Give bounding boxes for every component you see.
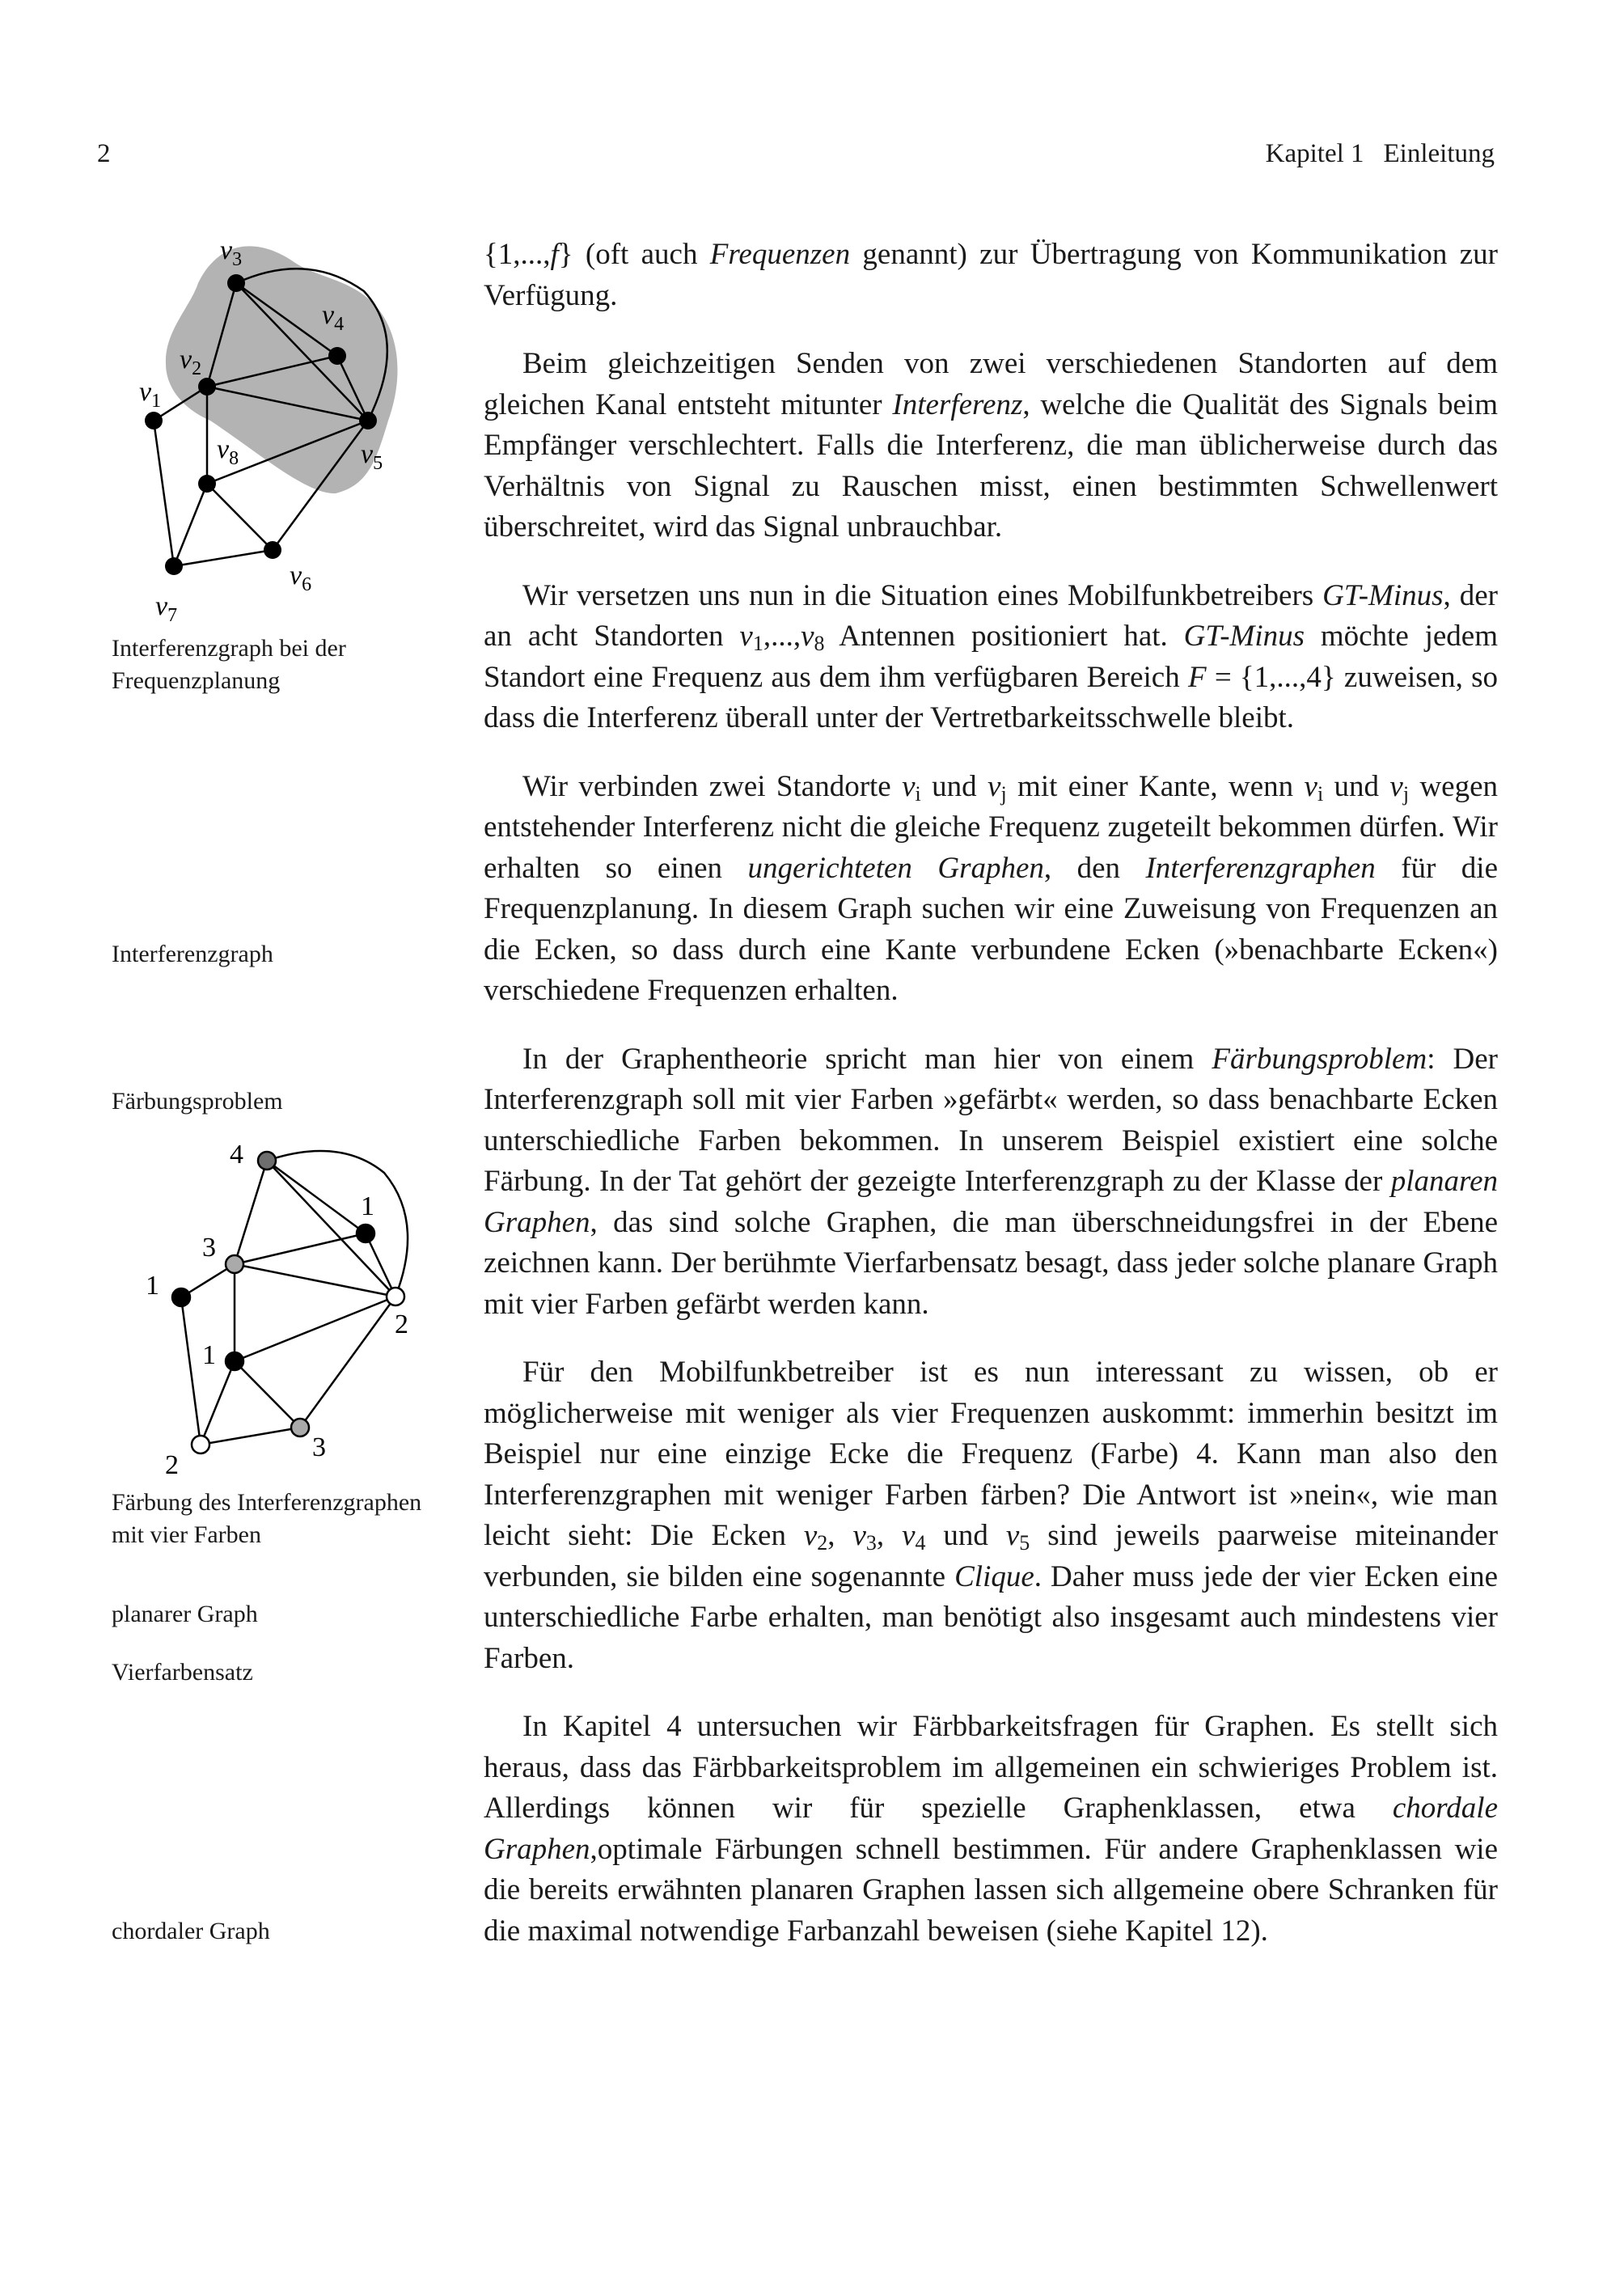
paragraph-5: In der Graphentheorie spricht man hier von einem Färbungsproblem: Der Interferenzgraph soll mit vier Farben »gefärbt« werden, so dass benachbarte Ecken unterschiedliche Farben bekommen. In unserem Beispiel existiert eine solche Färbung. In der Tat gehört der gezeigte Interferenzgraph zu der Klasse der planaren Graphen, das sind solche Graphen, die man überschneidungsfrei in der Ebene zeichnen kann. Der berühmte Vierfarbensatz besagt, dass jeder solche planare Graph mit vier Farben gefärbt werden kann.: [484, 1042, 1498, 1321]
vertex-label-v8: v8: [217, 434, 239, 469]
interference-graph-figure: [121, 226, 412, 631]
vertex-v4: [328, 347, 346, 365]
paragraph-1: {1,...,f} (oft auch Frequenzen genannt) zur Übertragung von Kommunikation zur Verfügung.: [484, 238, 1498, 312]
vertex-v6: [264, 541, 281, 559]
paragraph-3: Wir versetzen uns nun in die Situation eines Mobilfunkbetreibers GT-Minus, der an acht Standorten $v_1,...,v_8$ Antennen positioniert hat. GT-Minus möchte jedem Standort eine Frequenz aus dem ihm verfügbaren Bereich F = {1,...,4} zuweisen, so dass die Interferenz überall unter der Vertretbarkeitsschwelle bleibt.: [484, 578, 1499, 734]
color-label-v5: 2: [395, 1309, 408, 1339]
vertex-v8: [198, 475, 216, 493]
paragraph-6: Für den Mobilfunkbetreiber ist es nun interessant zu wissen, ob er möglicherweise mit weniger als vier Frequenzen auskommt: immerhin besitzt im Beispiel nur eine einzige Ecke die Frequenz (Farbe) 4. Kann man also den Interferenzgraphen mit weniger Farben färben? Die Antwort ist »nein«, wie man leicht sieht: Die Ecken $v_2$, $v_3$, $v_4$ und $v_5$ sind jeweils paarweise miteinander verbunden, sie bilden eine sogenannte Clique. Daher muss jede der vier Ecken eine unterschiedliche Farbe erhalten, man benötigt also insgesamt auch mindestens vier Farben.: [484, 1356, 1499, 1675]
vertex-label-v4: v4: [322, 300, 345, 335]
vertex-v7: [165, 557, 183, 575]
vertex-v1: [145, 412, 163, 429]
colored-vertex-v2: [226, 1255, 243, 1273]
color-label-v3: 4: [230, 1140, 243, 1170]
colored-vertex-v7: [192, 1436, 209, 1453]
margin-note-planarer-graph: planarer Graph: [112, 1601, 258, 1627]
colored-vertex-v3: [258, 1152, 276, 1170]
margin-note-chordaler-graph: chordaler Graph: [112, 1918, 270, 1944]
colored-vertex-v6: [291, 1419, 309, 1436]
color-label-v6: 3: [312, 1432, 326, 1462]
margin-note-interferenzgraph: Interferenzgraph: [112, 941, 273, 967]
colored-vertex-v4: [357, 1225, 374, 1242]
vertex-label-v7: v7: [155, 591, 178, 626]
running-head: [1266, 137, 1495, 170]
chapter-title: Einleitung: [1383, 139, 1495, 168]
paragraph-2: Beim gleichzeitigen Senden von zwei verschiedenen Standorten auf dem gleichen Kanal entsteht mitunter Interferenz, welche die Qualität des Signals beim Empfänger verschlechtert. Falls die Interferenz, die man üblicherweise durch das Verhältnis von Signal zu Rauschen misst, einen bestimmten Schwellenwert überschreitet, wird das Signal unbrauchbar.: [484, 347, 1498, 544]
color-label-v4: 1: [361, 1191, 374, 1221]
vertex-v5: [359, 412, 377, 429]
main-text: [484, 235, 1498, 1952]
vertex-v2: [198, 378, 216, 396]
vertex-label-v6: v6: [290, 561, 312, 595]
color-label-v8: 1: [202, 1340, 216, 1370]
coloring-figure: [121, 1132, 429, 1488]
paragraph-4: Wir verbinden zwei Standorte $v_i$ und $v_j$ mit einer Kante, wenn $v_i$ und $v_j$ wegen entstehender Interferenz nicht die gleiche Frequenz zugeteilt bekommen dürfen. Wir erhalten so einen ungerichteten Graphen, den Interferenzgraphen für die Frequenzplanung. In diesem Graph suchen wir eine Zuweisung von Frequenzen an die Ecken, so dass durch eine Kante verbundene Ecken (»benachbarte Ecken«) verschiedene Frequenzen erhalten.: [484, 769, 1499, 1007]
margin-note-vierfarbensatz: Vierfarbensatz: [112, 1659, 253, 1686]
figure2-caption: Färbung des Interferenzgraphen mit vier Farben: [112, 1489, 422, 1548]
colored-vertex-v8: [226, 1352, 243, 1370]
paragraph-7: In Kapitel 4 untersuchen wir Färbbarkeitsfragen für Graphen. Es stellt sich heraus, dass das Färbbarkeitsproblem im allgemeinen ein schwieriges Problem ist. Allerdings können wir für spezielle Graphenklassen, etwa chordale Graphen,optimale Färbungen schnell bestimmen. Für andere Graphenklassen wie die bereits erwähnten planaren Graphen lassen sich allgemeine obere Schranken für die maximal notwendige Farbanzahl beweisen (siehe Kapitel 12).: [484, 1710, 1498, 1948]
colored-vertex-v1: [172, 1288, 190, 1306]
vertex-label-v2: v2: [180, 345, 202, 379]
vertex-v3: [227, 274, 245, 292]
margin-note-faerbungsproblem: Färbungsproblem: [112, 1088, 283, 1115]
vertex-label-v1: v1: [139, 377, 162, 412]
color-label-v1: 1: [146, 1271, 159, 1301]
chapter-label: Kapitel 1: [1265, 139, 1364, 168]
figure1-caption: Interferenzgraph bei der Frequenzplanung: [112, 635, 346, 694]
color-label-v2: 3: [202, 1233, 216, 1263]
vertex-label-v3: v3: [220, 235, 243, 270]
vertex-label-v5: v5: [361, 439, 383, 474]
page-number: 2: [97, 139, 111, 168]
colored-vertex-v5: [387, 1288, 404, 1305]
color-label-v7: 2: [165, 1450, 179, 1480]
